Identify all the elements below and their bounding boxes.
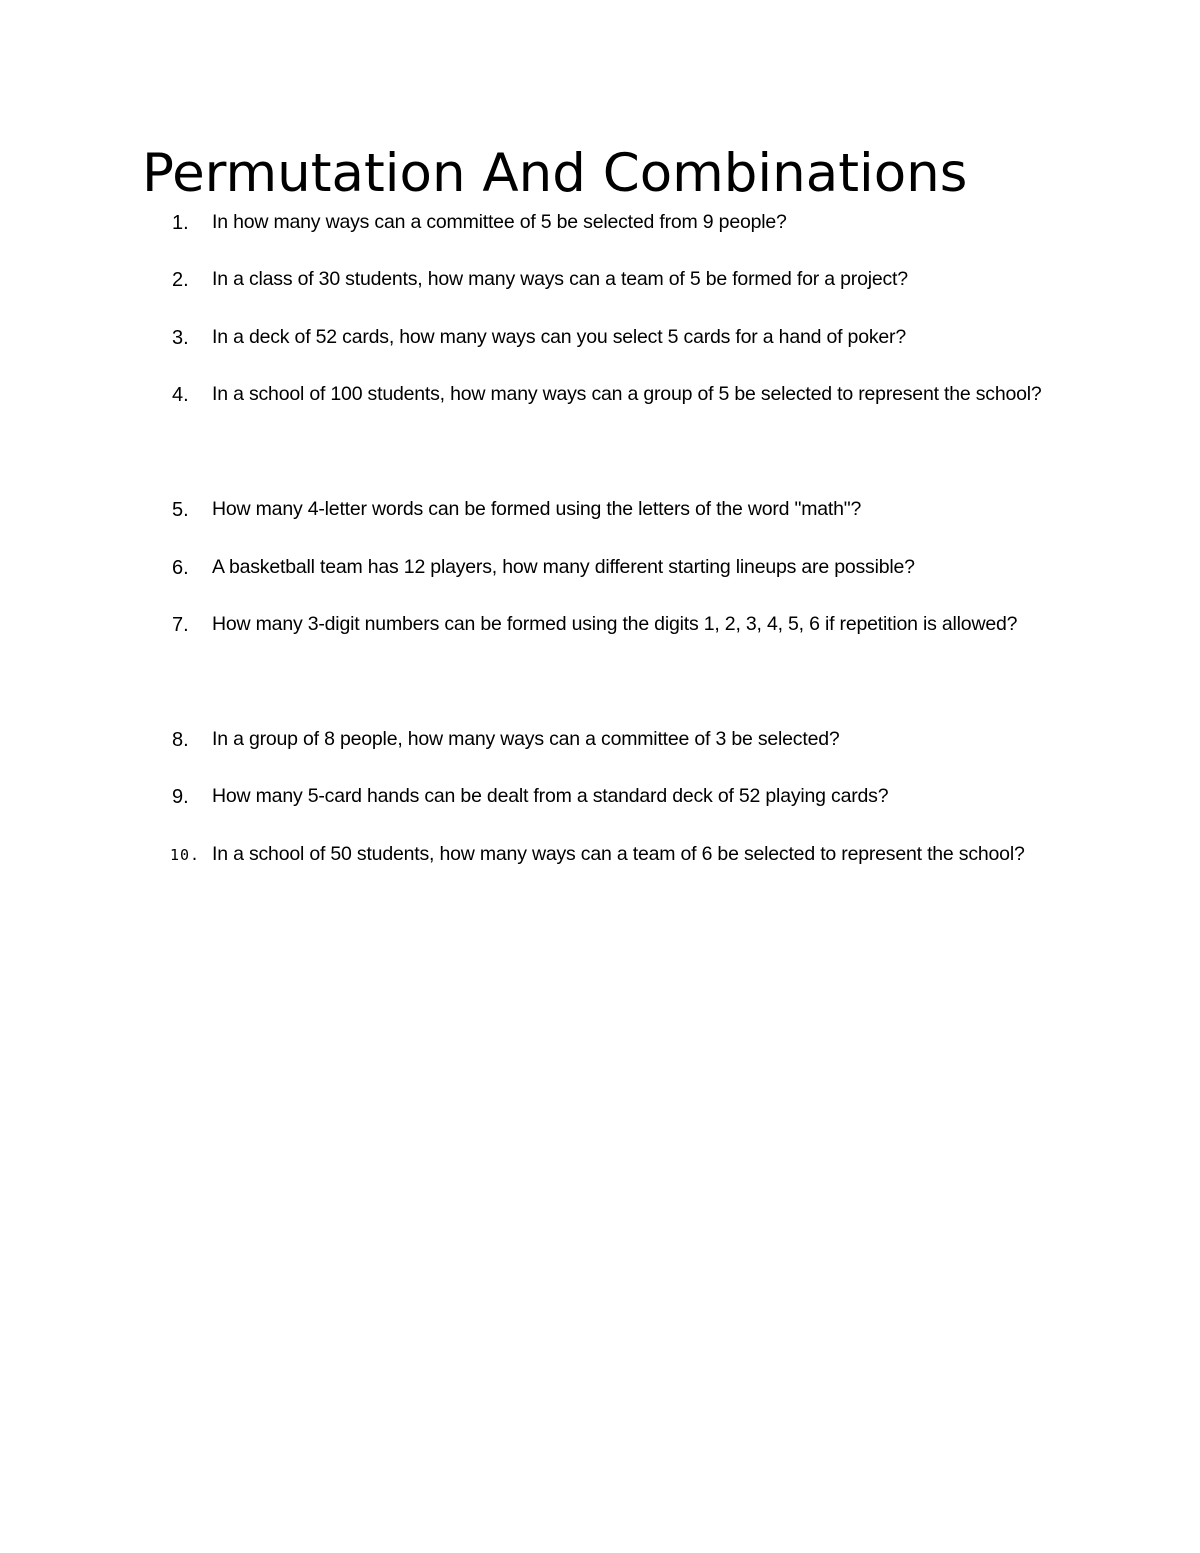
question-text: How many 5-card hands can be dealt from a standard deck of 52 playing cards? [212,785,889,807]
page-title: Permutation And Combinations [142,143,968,204]
question-number: 8. [172,729,189,751]
question-text: How many 4-letter words can be formed using the letters of the word "math"? [212,498,862,520]
question-text: How many 3-digit numbers can be formed using the digits 1, 2, 3, 4, 5, 6 if repetition is allowed? [212,613,1018,635]
question-text: In a deck of 52 cards, how many ways can you select 5 cards for a hand of poker? [212,326,906,348]
question-text: In a school of 50 students, how many ways can a team of 6 be selected to represent the school? [212,843,1025,865]
question-number: 1. [172,212,189,234]
question-number: 7. [172,614,189,636]
question-text: In a class of 30 students, how many ways can a team of 5 be formed for a project? [212,268,908,290]
question-text: In a school of 100 students, how many ways can a group of 5 be selected to represent the school? [212,383,1042,405]
question-number: 2. [172,269,189,291]
question-number: 5. [172,499,189,521]
question-number: 10. [170,846,201,864]
question-number: 6. [172,557,189,579]
question-text: In a group of 8 people, how many ways can a committee of 3 be selected? [212,728,840,750]
question-number: 3. [172,327,189,349]
question-text: A basketball team has 12 players, how many different starting lineups are possible? [212,556,915,578]
question-text: In how many ways can a committee of 5 be selected from 9 people? [212,211,787,233]
question-number: 9. [172,786,189,808]
question-number: 4. [172,384,189,406]
